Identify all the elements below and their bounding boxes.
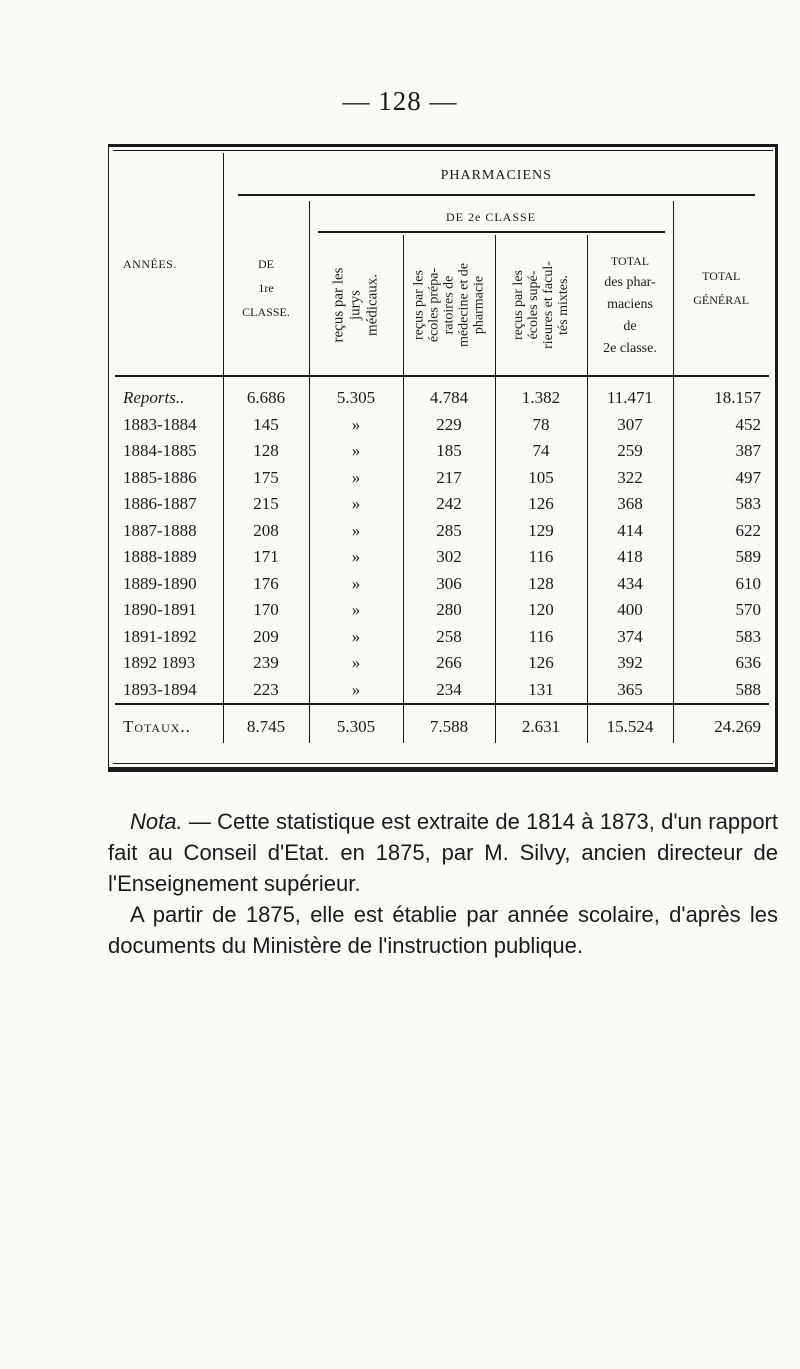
totaux-sup: 2.631 <box>495 711 587 743</box>
header-total2-line3: maciens <box>607 297 653 312</box>
totaux-prep: 7.588 <box>403 711 495 743</box>
cell-year: 1893-1894 <box>115 677 223 705</box>
header-total2-line1: TOTAL <box>610 254 650 268</box>
cell-prep: 302 <box>403 544 495 571</box>
header-jurys <box>309 235 403 376</box>
cell-sup: 105 <box>495 465 587 492</box>
header-jurys-line2: jurys <box>347 290 364 320</box>
header-sup-line3: rieures et facul- <box>541 261 556 349</box>
table-row <box>115 571 769 598</box>
reports-first: 6.686 <box>223 385 309 412</box>
cell-jurys: » <box>309 438 403 465</box>
table-row <box>115 518 769 545</box>
cell-year: 1891-1892 <box>115 624 223 651</box>
header-total-general-total: TOTAL <box>702 269 741 283</box>
header-prep-line5: pharmacie <box>471 275 487 335</box>
cell-first: 208 <box>223 518 309 545</box>
header-total-general-general: GÉNÉRAL <box>693 293 750 307</box>
cell-jurys: » <box>309 597 403 624</box>
cell-general: 570 <box>735 600 761 620</box>
nota-section <box>108 806 778 961</box>
totaux-separator <box>115 704 769 711</box>
cell-general: 583 <box>735 626 761 646</box>
header-ecoles-sup <box>495 235 587 376</box>
cell-sup: 126 <box>495 491 587 518</box>
cell-general: 452 <box>735 414 761 434</box>
cell-jurys: » <box>309 650 403 677</box>
header-prep-line1: reçus par les <box>411 270 427 340</box>
cell-general: 589 <box>735 547 761 567</box>
cell-year: 1889-1890 <box>115 571 223 598</box>
header-first-class-1re: 1re <box>258 281 274 295</box>
cell-sup: 128 <box>495 571 587 598</box>
cell-prep: 266 <box>403 650 495 677</box>
totaux-jurys: 5.305 <box>309 711 403 743</box>
cell-general: 387 <box>735 441 761 461</box>
totaux-label: Totaux.. <box>115 711 223 743</box>
cell-first: 145 <box>223 412 309 439</box>
cell-year: 1884-1885 <box>115 438 223 465</box>
cell-first: 128 <box>223 438 309 465</box>
nota-paragraph-1 <box>108 806 778 899</box>
cell-general: 497 <box>735 467 761 487</box>
cell-year: 1883-1884 <box>115 412 223 439</box>
cell-year: 1887-1888 <box>115 518 223 545</box>
cell-jurys: » <box>309 571 403 598</box>
header-second-class <box>309 201 673 235</box>
header-pharmaciens-rule <box>238 194 756 196</box>
totaux-general: 24.269 <box>714 717 761 736</box>
statistics-table <box>115 153 769 743</box>
table-row <box>115 465 769 492</box>
header-total-general <box>673 201 769 376</box>
cell-first: 215 <box>223 491 309 518</box>
header-total2-line5: 2e classe. <box>603 341 657 356</box>
reports-row <box>115 385 769 412</box>
cell-general: 622 <box>735 520 761 540</box>
header-jurys-text <box>331 268 382 343</box>
statistics-table-frame <box>108 144 778 772</box>
cell-first: 239 <box>223 650 309 677</box>
reports-total2: 11.471 <box>587 385 673 412</box>
cell-total2: 368 <box>587 491 673 518</box>
cell-prep: 217 <box>403 465 495 492</box>
header-second-class-label: DE 2e CLASSE <box>446 209 536 224</box>
header-prep-line3: ratoires de <box>441 275 457 335</box>
header-ecoles-prep-text <box>412 263 487 347</box>
header-sup-line1: reçus par les <box>511 270 526 340</box>
cell-jurys: » <box>309 491 403 518</box>
page-number: — 128 — <box>342 86 458 116</box>
cell-jurys: » <box>309 518 403 545</box>
table-row <box>115 677 769 705</box>
cell-prep: 242 <box>403 491 495 518</box>
header-jurys-line3: médicaux. <box>364 273 381 337</box>
cell-jurys: » <box>309 412 403 439</box>
cell-total2: 392 <box>587 650 673 677</box>
totaux-row <box>115 711 769 743</box>
table-row <box>115 624 769 651</box>
cell-total2: 365 <box>587 677 673 705</box>
cell-prep: 280 <box>403 597 495 624</box>
cell-prep: 258 <box>403 624 495 651</box>
reports-sup: 1.382 <box>495 385 587 412</box>
reports-label: Reports.. <box>115 385 223 412</box>
cell-total2: 307 <box>587 412 673 439</box>
header-ecoles-prep <box>403 235 495 376</box>
header-pharmaciens <box>223 153 769 201</box>
header-annees: ANNÉES. <box>115 153 223 376</box>
cell-year: 1885-1886 <box>115 465 223 492</box>
header-sup-line4: tés mixtes. <box>556 275 571 335</box>
header-ecoles-sup-text <box>511 261 571 349</box>
cell-sup: 78 <box>495 412 587 439</box>
table-row <box>115 597 769 624</box>
cell-total2: 418 <box>587 544 673 571</box>
cell-sup: 74 <box>495 438 587 465</box>
cell-sup: 126 <box>495 650 587 677</box>
cell-prep: 234 <box>403 677 495 705</box>
header-total2-line4: de <box>623 319 637 334</box>
header-jurys-line1: reçus par les <box>330 267 347 343</box>
header-first-class-classe: CLASSE. <box>242 305 290 319</box>
cell-prep: 185 <box>403 438 495 465</box>
cell-jurys: » <box>309 677 403 705</box>
cell-first: 175 <box>223 465 309 492</box>
header-prep-line2: écoles prépa- <box>426 267 442 343</box>
reports-general: 18.157 <box>714 388 761 408</box>
table-row <box>115 544 769 571</box>
cell-first: 223 <box>223 677 309 705</box>
cell-jurys: » <box>309 544 403 571</box>
header-prep-line4: médecine et de <box>456 263 472 347</box>
cell-total2: 434 <box>587 571 673 598</box>
cell-general: 610 <box>735 573 761 593</box>
cell-prep: 229 <box>403 412 495 439</box>
cell-year: 1892 1893 <box>115 650 223 677</box>
header-separator <box>115 376 769 385</box>
header-pharmaciens-label: PHARMACIENS <box>440 168 552 183</box>
cell-prep: 285 <box>403 518 495 545</box>
cell-jurys: » <box>309 624 403 651</box>
totaux-total2: 15.524 <box>587 711 673 743</box>
totaux-first: 8.745 <box>223 711 309 743</box>
cell-sup: 131 <box>495 677 587 705</box>
cell-sup: 116 <box>495 624 587 651</box>
header-sup-line2: écoles supé- <box>526 270 541 340</box>
table-row <box>115 438 769 465</box>
cell-prep: 306 <box>403 571 495 598</box>
cell-first: 176 <box>223 571 309 598</box>
cell-general: 636 <box>735 653 761 673</box>
header-total-2e <box>587 235 673 376</box>
cell-first: 209 <box>223 624 309 651</box>
nota-text-1: — Cette statistique est extraite de 1814 à 1873, d'un rapport fait au Conseil d'Etat. en 1875, par M. Silvy, ancien directeur de l'Enseignement supérieur. <box>108 809 778 896</box>
header-second-class-rule <box>318 231 665 233</box>
reports-prep: 4.784 <box>403 385 495 412</box>
table-row <box>115 650 769 677</box>
cell-sup: 116 <box>495 544 587 571</box>
header-total2-line2: des phar- <box>604 275 656 290</box>
cell-total2: 400 <box>587 597 673 624</box>
cell-year: 1890-1891 <box>115 597 223 624</box>
cell-first: 170 <box>223 597 309 624</box>
header-first-class <box>223 201 309 376</box>
nota-label: Nota. <box>130 809 183 834</box>
cell-general: 583 <box>735 494 761 514</box>
cell-sup: 129 <box>495 518 587 545</box>
cell-jurys: » <box>309 465 403 492</box>
nota-paragraph-2: A partir de 1875, elle est établie par année scolaire, d'après les documents du Ministère de l'instruction publique. <box>108 902 778 958</box>
cell-sup: 120 <box>495 597 587 624</box>
cell-year: 1888-1889 <box>115 544 223 571</box>
cell-total2: 259 <box>587 438 673 465</box>
cell-general: 588 <box>735 679 761 699</box>
cell-year: 1886-1887 <box>115 491 223 518</box>
header-first-class-de: DE <box>258 257 274 271</box>
table-row <box>115 491 769 518</box>
cell-total2: 374 <box>587 624 673 651</box>
cell-first: 171 <box>223 544 309 571</box>
cell-total2: 322 <box>587 465 673 492</box>
cell-total2: 414 <box>587 518 673 545</box>
table-row <box>115 412 769 439</box>
reports-jurys: 5.305 <box>309 385 403 412</box>
